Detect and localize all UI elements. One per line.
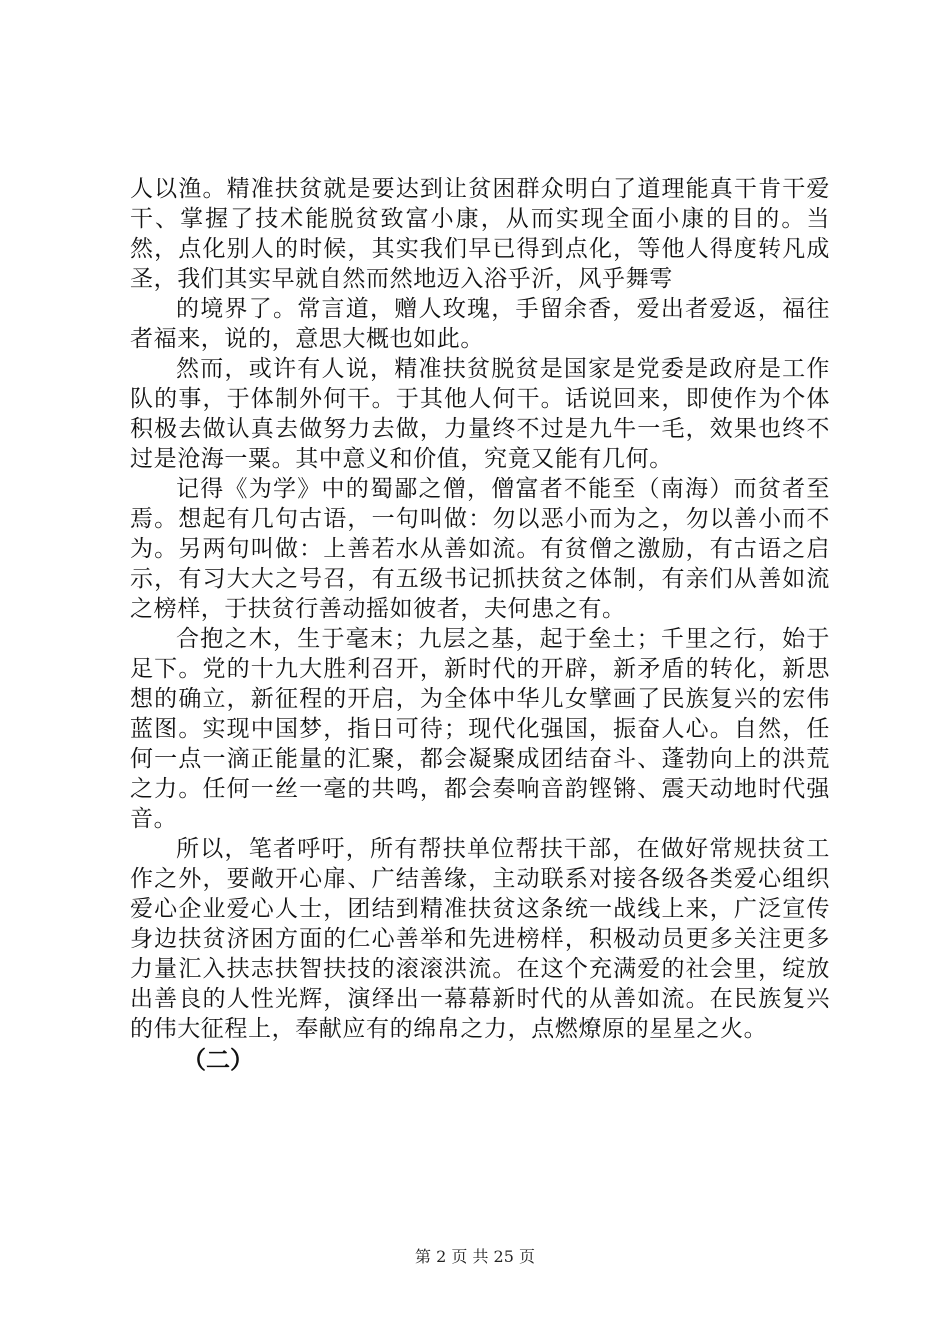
paragraph-4: 记得《为学》中的蜀鄙之僧，僧富者不能至（南海）而贫者至焉。想起有几句古语，一句叫做：勿以恶小而为之，勿以善小而不为。另两句叫做：上善若水从善如流。有贫僧之激励，有古语之启示，有习大大之号召，有五级书记抓扶贫之体制，有亲们从善如流之榜样，于扶贫行善动摇如彼者，夫何患之有。 [130,476,830,622]
section-subheading: （二） [182,1045,254,1074]
paragraph-3: 然而，或许有人说，精准扶贫脱贫是国家是党委是政府是工作队的事，于体制外何干。于其他人何干。话说回来，即使作为个体积极去做认真去做努力去做，力量终不过是九牛一毛，效果也终不过是沧海一粟。其中意义和价值，究竟又能有几何。 [130,356,830,472]
paragraph-5: 合抱之木，生于毫末；九层之基，起于垒土；千里之行，始于足下。党的十九大胜利召开，新时代的开辟，新矛盾的转化，新思想的确立，新征程的开启，为全体中华儿女擘画了民族复兴的宏伟蓝图。实现中国梦，指日可待；现代化强国，振奋人心。自然，任何一点一滴正能量的汇聚，都会凝聚成团结奋斗、蓬勃向上的洪荒之力。任何一丝一毫的共鸣，都会奏响音韵铿锵、震天动地时代强音。 [130,626,830,832]
paragraph-6: 所以，笔者呼吁，所有帮扶单位帮扶干部，在做好常规扶贫工作之外，要敞开心扉、广结善缘，主动联系对接各级各类爱心组织爱心企业爱心人士，团结到精准扶贫这条统一战线上来，广泛宣传身边扶贫济困方面的仁心善举和先进榜样，积极动员更多关注更多力量汇入扶志扶智扶技的滚滚洪流。在这个充满爱的社会里，绽放出善良的人性光辉，演绎出一幕幕新时代的从善如流。在民族复兴的伟大征程上，奉献应有的绵帛之力，点燃燎原的星星之火。 [130,836,830,1042]
page-number-footer: 第 2 页 共 25 页 [415,1247,535,1266]
paragraph-1: 人以渔。精准扶贫就是要达到让贫困群众明白了道理能真干肯干爱干、掌握了技术能脱贫致富小康，从而实现全面小康的目的。当然，点化别人的时候，其实我们早已得到点化，等他人得度转凡成圣，我们其实早就自然而然地迈入浴乎沂，风乎舞雩 [130,176,830,292]
document-body [130,174,830,1076]
paragraph-2: 的境界了。常言道，赠人玫瑰，手留余香，爱出者爱返，福往者福来，说的，意思大概也如此。 [130,296,830,352]
